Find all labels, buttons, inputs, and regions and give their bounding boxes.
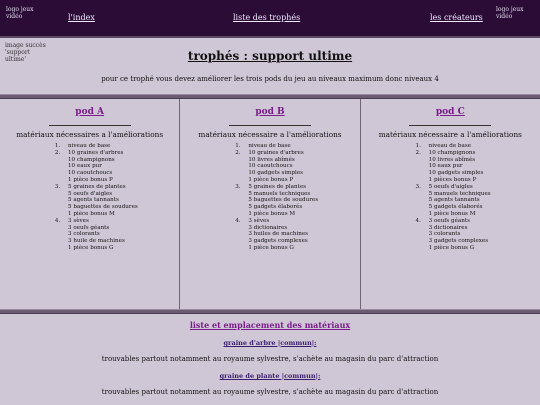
material-name-link[interactable]: graine d'arbre |commun|: [223, 339, 317, 347]
divider [229, 125, 311, 126]
level-item [62, 150, 179, 184]
material-line: 3 gadgets complexes [248, 238, 308, 245]
material-line: 10 eaux pur [68, 163, 102, 170]
trophy-image: image succès 'support ultime' [5, 42, 46, 63]
material-line: 1. niveau de base [68, 143, 111, 149]
material-line: 1 pièce bonus G [68, 244, 114, 251]
material-line: 5 agents tannants [68, 197, 119, 204]
material-name-link[interactable]: graine de plante |commun|: [219, 372, 321, 380]
level-item [242, 184, 359, 218]
material-line: 4. 3 sèves [68, 217, 89, 224]
trophy-description: pour ce trophé vous devez améliorer les trois pods du jeu au niveaux maximum donc niveaux 4 [101, 75, 439, 83]
material-line: 1 pièce bonus M [428, 210, 476, 217]
nav-link-index[interactable]: l'index [68, 13, 95, 22]
level-list [0, 143, 179, 252]
page-title: trophés : support ultime [187, 49, 353, 63]
site-logo-left[interactable]: logo jeux vidéo [6, 6, 34, 20]
material-line: 3 colorants [68, 231, 100, 238]
material-line: 3. 5 oeufs d'aigles [428, 183, 473, 190]
trophy-header [0, 38, 540, 94]
pod-title: pod C [435, 107, 465, 117]
material-line: 1 pièce bonus M [248, 210, 296, 217]
level-item [423, 184, 540, 218]
level-item [242, 143, 359, 150]
divider [49, 125, 131, 126]
material-line: 3 gadgets complexes [428, 238, 489, 245]
material-line: 5 oeufs d'aigles [68, 190, 113, 197]
nav-link-trophies[interactable]: liste des trophés [233, 13, 301, 22]
level-item [242, 150, 359, 184]
material-line: 1 pièce bonus G [248, 244, 294, 251]
level-item [62, 218, 179, 252]
material-line: 3 dictionaires [428, 224, 468, 231]
level-list [180, 143, 359, 252]
material-line: 2. 10 graines d'arbres [68, 149, 124, 156]
material-line: 10 livres abîmés [248, 156, 295, 163]
material-line: 3 huile de machines [68, 238, 125, 245]
material-location: trouvables partout notamment au royaume sylvestre, s'achète au magasin du parc d'attraction [101, 355, 439, 363]
material-location: trouvables partout notamment au royaume sylvestre, s'achète au magasin du parc d'attraction [101, 388, 439, 396]
material-line: 5 gadgets élaborés [428, 204, 483, 211]
pod-title: pod A [75, 107, 105, 117]
top-navigation-bar [0, 0, 540, 36]
material-line: 10 caoutchoucs [248, 163, 293, 170]
materials-section [0, 314, 540, 396]
level-list [361, 143, 540, 252]
material-line: 1 pièce bonus P [68, 176, 113, 183]
site-logo-right[interactable]: logo jeux vidéo [496, 6, 524, 20]
material-line: 1 pièce bonus M [68, 210, 115, 217]
materials-heading[interactable]: liste et emplacement des matériaux [189, 320, 351, 330]
material-line: 4. 3 sèves [248, 217, 270, 224]
level-item [423, 143, 540, 150]
level-item [62, 143, 179, 150]
material-line: 1. niveau de base [428, 143, 471, 149]
material-line: 5 manuels techniques [248, 190, 311, 197]
material-line: 3. 5 graines de plantes [248, 183, 307, 190]
pod-subtitle: matériaux nécessaire a l'améliorations [378, 130, 522, 139]
divider [409, 125, 491, 126]
material-line: 1 pièces bonus P [428, 176, 477, 183]
pod-title: pod B [255, 107, 285, 117]
pods-table [0, 99, 540, 309]
material-line: 2. 10 graines d'arbres [248, 149, 304, 156]
level-item [423, 150, 540, 184]
material-line: 10 gadgets simples [428, 170, 484, 177]
material-line: 10 eaux pur [428, 163, 463, 170]
material-line: 3. 5 graines de plantes [68, 183, 126, 190]
material-line: 10 champignons [68, 156, 115, 163]
material-line: 3 dictionaires [248, 224, 288, 231]
material-line: 5 baguettes de soudures [248, 197, 319, 204]
material-line: 1 pièce bonus G [428, 244, 475, 251]
material-line: 2. 10 champignons [428, 149, 476, 156]
material-line: 3 oeufs géants [68, 224, 110, 231]
pod-column-b [179, 99, 359, 309]
material-line: 5 agents tannants [428, 197, 480, 204]
level-item [62, 184, 179, 218]
material-line: 10 livres abîmés [428, 156, 476, 163]
level-item [423, 218, 540, 252]
pod-column-c [360, 99, 540, 309]
material-line: 3 colorants [428, 231, 461, 238]
material-line: 10 caoutchoucs [68, 170, 113, 177]
material-line: 4. 3 oeufs géants [428, 217, 470, 224]
material-line: 5 gadgets élaborés [248, 204, 303, 211]
material-line: 1. niveau de base [248, 143, 291, 149]
material-line: 5 baguettes de soudures [68, 204, 138, 211]
pod-subtitle: matériaux nécessaire a l'améliorations [198, 130, 342, 139]
pod-column-a [0, 99, 179, 309]
material-line: 1 pièce bonus P [248, 176, 294, 183]
nav-link-creators[interactable]: les créateurs [430, 13, 483, 22]
level-item [242, 218, 359, 252]
material-line: 5 manuels techniques [428, 190, 491, 197]
pod-subtitle: matériaux nécessaires a l'améliorations [16, 130, 164, 139]
material-line: 3 huiles de machines [248, 231, 309, 238]
material-line: 10 gadgets simples [248, 170, 304, 177]
